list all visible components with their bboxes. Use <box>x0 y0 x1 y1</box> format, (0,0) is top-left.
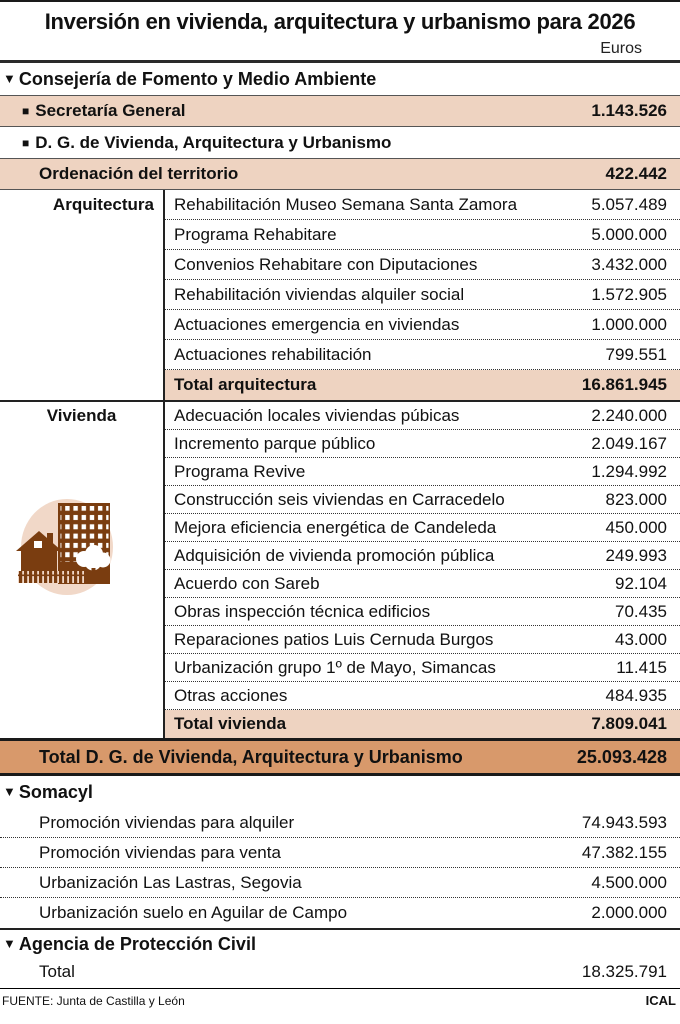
table-row <box>165 626 680 654</box>
row-value: 484.935 <box>605 685 667 705</box>
row-value: 249.993 <box>605 545 667 565</box>
row-label: Ordenación del territorio <box>39 164 239 183</box>
row-value: 7.809.041 <box>591 714 667 733</box>
row-value: 47.382.155 <box>581 842 667 862</box>
row-value: 3.432.000 <box>591 254 667 274</box>
table-row <box>0 868 680 898</box>
section-header-consejeria <box>0 63 680 95</box>
row-label: Rehabilitación viviendas alquiler social <box>174 284 465 304</box>
section-title: Consejería de Fomento y Medio Ambiente <box>18 68 377 89</box>
row-value: 18.325.791 <box>581 961 667 981</box>
row-label: Obras inspección técnica edificios <box>174 601 431 621</box>
row-value: 5.000.000 <box>591 224 667 244</box>
row-label: Actuaciones emergencia en viviendas <box>174 314 460 334</box>
row-label-wrap <box>22 133 391 153</box>
row-label: Acuerdo con Sareb <box>174 573 320 593</box>
row-value: 4.500.000 <box>591 872 667 892</box>
row-label: Promoción viviendas para alquiler <box>39 812 295 832</box>
row-label: Adecuación locales viviendas púbicas <box>174 405 460 425</box>
row-label: Urbanización Las Lastras, Segovia <box>39 872 302 892</box>
section-header-somacyl <box>0 776 680 808</box>
row-label-wrap <box>22 101 186 121</box>
square-bullet-icon: ■ <box>22 135 30 150</box>
footer <box>0 988 680 1010</box>
row-value: 16.861.945 <box>581 375 667 394</box>
section-title: Somacyl <box>18 781 93 802</box>
section-title: Agencia de Protección Civil <box>18 933 256 954</box>
table-row <box>165 310 680 340</box>
row-value: 74.943.593 <box>581 812 667 832</box>
row-label: D. G. de Vivienda, Arquitectura y Urbanismo <box>35 132 392 152</box>
top-rule <box>0 0 680 2</box>
row-label: Convenios Rehabitare con Diputaciones <box>174 254 478 274</box>
table-row-ordenacion <box>0 159 680 189</box>
row-label: Total D. G. de Vivienda, Arquitectura y Urbanismo <box>39 746 463 767</box>
table-row-total-vivienda <box>165 710 680 738</box>
row-value: 43.000 <box>615 629 667 649</box>
page-title: Inversión en vivienda, arquitectura y urbanismo para 2026 <box>44 9 636 34</box>
table-row <box>165 682 680 710</box>
row-value: 5.057.489 <box>591 194 667 214</box>
row-label: Promoción viviendas para venta <box>39 842 281 862</box>
source-credit: FUENTE: Junta de Castilla y León <box>2 993 185 1008</box>
table-row-dg-header <box>0 127 680 158</box>
table-row-secretaria <box>0 96 680 126</box>
housing-buildings-icon <box>10 494 128 598</box>
table-row <box>165 280 680 310</box>
row-value: 1.572.905 <box>591 284 667 304</box>
table-row <box>165 486 680 514</box>
table-row <box>165 654 680 682</box>
table-row <box>165 542 680 570</box>
table-row <box>165 430 680 458</box>
row-label: Incremento parque público <box>174 433 376 453</box>
row-value: 1.294.992 <box>591 461 667 481</box>
table-row <box>165 220 680 250</box>
triangle-bullet-icon: ▼ <box>3 70 16 86</box>
arquitectura-section <box>0 190 680 400</box>
table-row <box>165 570 680 598</box>
row-label: Reparaciones patios Luis Cernuda Burgos <box>174 629 494 649</box>
unit-label: Euros <box>600 40 642 57</box>
row-label: Mejora eficiencia energética de Candeleda <box>174 517 497 537</box>
vivienda-label-column <box>0 402 163 738</box>
table-row-total-arquitectura <box>165 370 680 400</box>
row-label: Actuaciones rehabilitación <box>174 344 372 364</box>
vivienda-section <box>0 402 680 738</box>
row-value: 1.143.526 <box>591 101 667 120</box>
square-bullet-icon: ■ <box>22 104 30 118</box>
table-row <box>165 402 680 430</box>
table-row <box>165 190 680 220</box>
vivienda-items <box>163 402 680 738</box>
row-label: Rehabilitación Museo Semana Santa Zamora <box>174 194 518 214</box>
row-value: 70.435 <box>615 601 667 621</box>
table-row <box>0 838 680 868</box>
row-value: 1.000.000 <box>591 314 667 334</box>
table-row-agencia-total <box>0 958 680 985</box>
row-value: 2.000.000 <box>591 903 667 922</box>
table-row <box>165 514 680 542</box>
group-label: Arquitectura <box>52 195 154 214</box>
row-label: Total <box>39 961 75 981</box>
group-label: Vivienda <box>46 406 117 425</box>
row-value: 11.415 <box>616 657 667 677</box>
table-row <box>0 898 680 928</box>
row-value: 823.000 <box>605 489 667 509</box>
row-label: Construcción seis viviendas en Carracedelo <box>174 489 505 509</box>
table-row <box>165 340 680 370</box>
row-label: Total arquitectura <box>174 375 317 394</box>
row-label: Otras acciones <box>174 685 288 705</box>
row-label: Urbanización grupo 1º de Mayo, Simancas <box>174 657 496 677</box>
arquitectura-label-column <box>0 190 163 400</box>
row-value: 422.442 <box>605 164 667 183</box>
row-label: Programa Rehabitare <box>174 224 337 244</box>
row-value: 450.000 <box>605 517 667 537</box>
triangle-bullet-icon: ▼ <box>3 783 16 799</box>
table-row-grand-total-dg <box>0 738 680 776</box>
row-label: Programa Revive <box>174 461 306 481</box>
row-label: Secretaría General <box>35 101 186 120</box>
table-row <box>165 250 680 280</box>
agency-credit: ICAL <box>645 993 676 1008</box>
row-value: 25.093.428 <box>576 746 667 767</box>
row-label: Adquisición de vivienda promoción pública <box>174 545 495 565</box>
row-value: 92.104 <box>615 573 667 593</box>
section-header-agencia <box>0 930 680 958</box>
row-value: 2.240.000 <box>591 405 667 425</box>
row-value: 799.551 <box>605 344 667 364</box>
table-row <box>0 808 680 838</box>
triangle-bullet-icon: ▼ <box>3 935 16 951</box>
row-label: Total vivienda <box>174 714 287 733</box>
row-label: Urbanización suelo en Aguilar de Campo <box>39 903 348 922</box>
arquitectura-items <box>163 190 680 400</box>
table-row <box>165 458 680 486</box>
table-row <box>165 598 680 626</box>
row-value: 2.049.167 <box>591 433 667 453</box>
